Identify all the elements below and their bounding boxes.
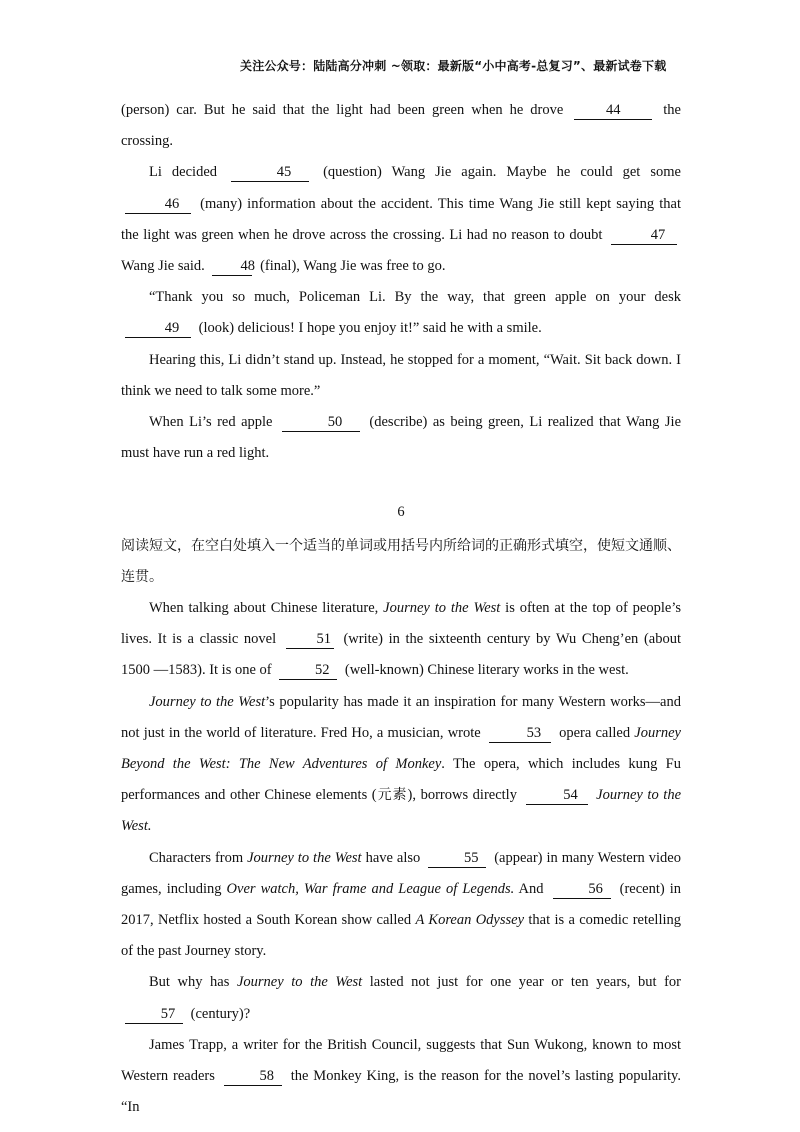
paragraph: Li decided 45 (question) Wang Jie again. Maybe he could get some 46 (many) information about the accident. This time Wang Jie still kept saying that the light was green when he drove across the crossing. Li had no reason to doubt 47 Wang Jie said. 48 (final), Wang Jie was free to go. bbox=[121, 164, 681, 275]
paragraph: Journey to the West’s popularity has made it an inspiration for many Western works—and not just in the world of literature. Fred Ho, a musician, wrote 53 opera called Journey Beyond the West: The New Adventures of Monkey. The opera, which includes kung Fu performances and other Chinese elements (元素), borrows directly 54 Journey to the West. bbox=[121, 693, 682, 835]
paragraph: When Li’s red apple 50 (describe) as being green, Li realized that Wang Jie must have run a red light. bbox=[121, 414, 682, 462]
page-header: 关注公众号：陆陆高分冲刺 ~领取：最新版“小中高考-总复习”、最新试卷下载 bbox=[240, 59, 667, 73]
blank-53[interactable]: 53 bbox=[489, 724, 551, 743]
paragraph: James Trapp, a writer for the British Council, suggests that Sun Wukong, known to most Western readers 58 the Monkey King, is the reason for the novel’s lasting popularity. “In bbox=[121, 1036, 681, 1116]
section-number: 6 bbox=[397, 504, 405, 521]
document-body bbox=[121, 95, 681, 1124]
blank-57[interactable]: 57 bbox=[125, 1005, 183, 1024]
blank-56[interactable]: 56 bbox=[553, 880, 611, 899]
blank-55[interactable]: 55 bbox=[428, 849, 486, 868]
blank-49[interactable]: 49 bbox=[125, 319, 191, 338]
instruction: 阅读短文，在空白处填入一个适当的单词或用括号内所给词的正确形式填空，使短文通顺、连贯。 bbox=[121, 537, 681, 585]
blank-58[interactable]: 58 bbox=[224, 1067, 282, 1086]
blank-52[interactable]: 52 bbox=[279, 661, 337, 680]
blank-48[interactable]: 48 bbox=[212, 257, 252, 276]
blank-46[interactable]: 46 bbox=[125, 195, 191, 214]
blank-50[interactable]: 50 bbox=[282, 413, 360, 432]
blank-54[interactable]: 54 bbox=[526, 786, 588, 805]
paragraph: Hearing this, Li didn’t stand up. Instead, he stopped for a moment, “Wait. Sit back down. I think we need to talk some more.” bbox=[121, 351, 681, 399]
blank-44[interactable]: 44 bbox=[574, 101, 652, 120]
blank-47[interactable]: 47 bbox=[611, 226, 677, 245]
paragraph: Characters from Journey to the West have also 55 (appear) in many Western video games, including Over watch, War frame and League of Legends. And 56 (recent) in 2017, Netflix hosted a South Korean show called A Korean Odyssey that is a comedic retelling of the past Journey story. bbox=[121, 849, 682, 960]
blank-51[interactable]: 51 bbox=[286, 630, 334, 649]
paragraph: (person) car. But he said that the light had been green when he drove 44 the crossing. bbox=[121, 102, 681, 150]
paragraph: But why has Journey to the West lasted not just for one year or ten years, but for 57 (century)? bbox=[121, 967, 681, 1029]
paragraph: “Thank you so much, Policeman Li. By the way, that green apple on your desk 49 (look) delicious! I hope you enjoy it!” said he with a smile. bbox=[121, 282, 681, 344]
blank-45[interactable]: 45 bbox=[231, 163, 309, 182]
paragraph: When talking about Chinese literature, Journey to the West is often at the top of people’s lives. It is a classic novel 51 (write) in the sixteenth century by Wu Cheng’en (about 1500 —1583). It is one of 52 (well-known) Chinese literary works in the west. bbox=[121, 600, 682, 679]
